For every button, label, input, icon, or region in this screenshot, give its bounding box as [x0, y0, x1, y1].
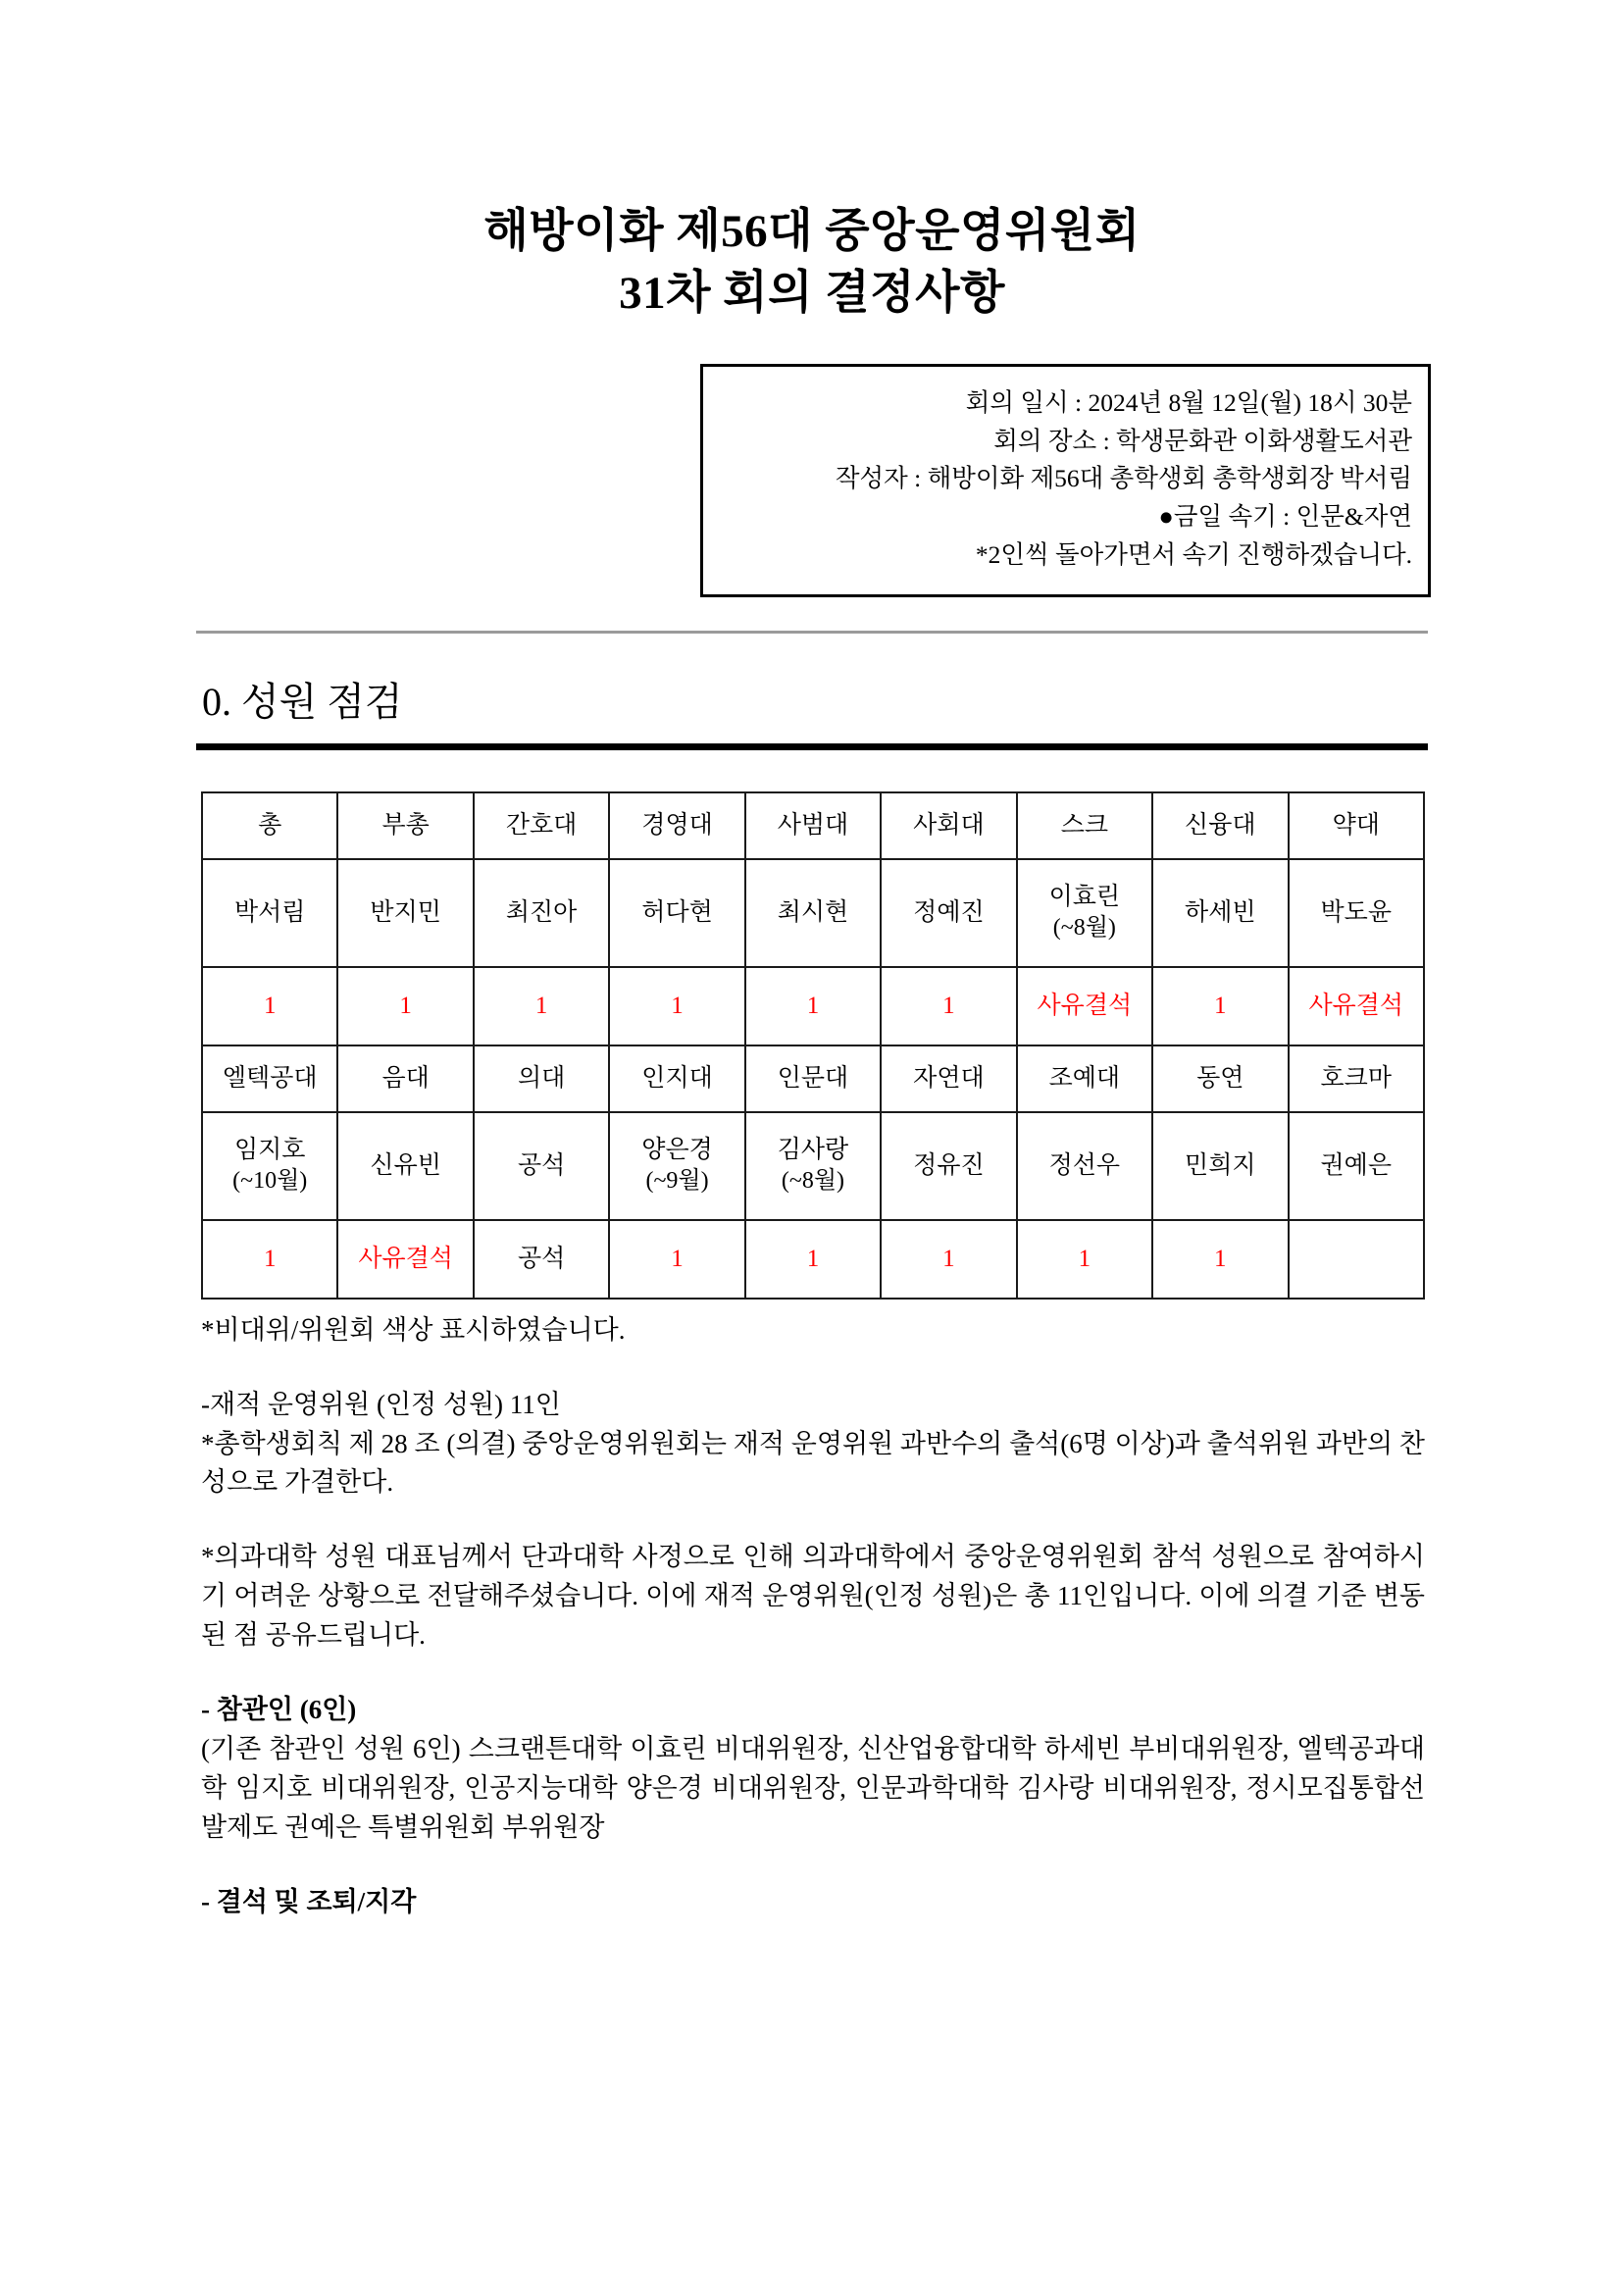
- table-cell: 1: [1152, 1220, 1288, 1299]
- table-cell: 1: [337, 967, 473, 1045]
- table-cell-subtext: (~8월): [781, 1168, 845, 1195]
- quorum-block: [201, 1386, 1425, 1504]
- note-med-school: *의과대학 성원 대표님께서 단과대학 사정으로 인해 의과대학에서 중앙운영위원회 참석 성원으로 참여하시기 어려운 상황으로 전달해주셨습니다. 이에 재적 운영위원(인정 성원)은 총 11인입니다. 이에 의결 기준 변동된 점 공유드립니다.: [201, 1542, 1425, 1651]
- table-cell: 음대: [337, 1045, 473, 1112]
- table-cell: 정선우: [1017, 1112, 1152, 1220]
- table-cell: 간호대: [474, 792, 609, 859]
- table-cell: 공석: [474, 1112, 609, 1220]
- table-cell: 부총: [337, 792, 473, 859]
- meeting-info-box-wrapper: [0, 364, 1624, 597]
- table-cell: 총: [202, 792, 337, 859]
- table-cell: 경영대: [609, 792, 744, 859]
- table-cell: 신융대: [1152, 792, 1288, 859]
- table-cell: 최진아: [474, 859, 609, 967]
- roster-table: [201, 791, 1425, 1300]
- meeting-steno-note: *2인씩 돌아가면서 속기 진행하겠습니다.: [975, 539, 1412, 569]
- table-row: [202, 1112, 1424, 1220]
- page-title: [0, 0, 1624, 326]
- table-cell: 엘텍공대: [202, 1045, 337, 1112]
- table-cell: 이효린 (~8월): [1017, 859, 1152, 967]
- table-cell: 민희지: [1152, 1112, 1288, 1220]
- table-cell: 허다현: [609, 859, 744, 967]
- table-row: [202, 1045, 1424, 1112]
- table-cell-subtext: (~8월): [1052, 915, 1116, 942]
- table-cell: 반지민: [337, 859, 473, 967]
- table-cell: 자연대: [881, 1045, 1016, 1112]
- table-row: [202, 1220, 1424, 1299]
- roster-table-wrapper: [0, 750, 1624, 1300]
- table-row: [202, 967, 1424, 1045]
- table-row: [202, 792, 1424, 859]
- table-cell: 1: [609, 967, 744, 1045]
- table-cell: 1: [1152, 967, 1288, 1045]
- table-cell: 사유결석: [1289, 967, 1425, 1045]
- table-cell-subtext: (~9월): [645, 1168, 709, 1195]
- table-cell: 인문대: [745, 1045, 881, 1112]
- section-heading-attendance: 0. 성원 점검: [202, 679, 403, 724]
- title-line-2: 31차 회의 결정사항: [619, 268, 1005, 320]
- note-observers-body: (기존 참관인 성원 6인) 스크랜튼대학 이효린 비대위원장, 신산업융합대학 하세빈 부비대위원장, 엘텍공과대학 임지호 비대위원장, 인공지능대학 양은경 비대위원장, 인문과학대학 김사랑 비대위원장, 정시모집통합선발제도 권예은 특별위원회 부위원장: [201, 1734, 1425, 1843]
- roster-table-body: [202, 792, 1424, 1299]
- table-cell: 박도윤: [1289, 859, 1425, 967]
- title-line-1: 해방이화 제56대 중앙운영위원회: [483, 206, 1141, 257]
- table-cell: 인지대: [609, 1045, 744, 1112]
- meeting-datetime: 회의 일시 : 2024년 8월 12일(월) 18시 30분: [965, 387, 1412, 417]
- table-cell: 1: [881, 1220, 1016, 1299]
- meeting-info-box: [700, 364, 1431, 597]
- body-text: [0, 1311, 1624, 1922]
- table-cell: 공석: [474, 1220, 609, 1299]
- table-cell: 사유결석: [1017, 967, 1152, 1045]
- table-cell: 1: [745, 967, 881, 1045]
- divider-black: [196, 743, 1428, 750]
- table-cell: 최시현: [745, 859, 881, 967]
- table-cell: 약대: [1289, 792, 1425, 859]
- table-cell: 스크: [1017, 792, 1152, 859]
- note-quorum-heading: -재적 운영위원 (인정 성원) 11인: [201, 1389, 561, 1419]
- table-cell: 사유결석: [337, 1220, 473, 1299]
- table-cell: [1289, 1220, 1425, 1299]
- table-cell: 임지호 (~10월): [202, 1112, 337, 1220]
- table-cell: 동연: [1152, 1045, 1288, 1112]
- table-cell: 1: [881, 967, 1016, 1045]
- observers-block: [201, 1691, 1425, 1848]
- table-cell-subtext: (~10월): [232, 1168, 308, 1195]
- table-cell: 조예대: [1017, 1045, 1152, 1112]
- table-cell: 김사랑 (~8월): [745, 1112, 881, 1220]
- note-observers-heading: - 참관인 (6인): [201, 1695, 357, 1725]
- table-cell: 하세빈: [1152, 859, 1288, 967]
- table-cell: 1: [1017, 1220, 1152, 1299]
- med-school-block: [201, 1538, 1425, 1656]
- meeting-place: 회의 장소 : 학생문화관 이화생활도서관: [993, 426, 1412, 455]
- table-cell: 박서림: [202, 859, 337, 967]
- table-cell: 정예진: [881, 859, 1016, 967]
- table-cell: 사범대: [745, 792, 881, 859]
- table-row: [202, 859, 1424, 967]
- note-absence-heading: - 결석 및 조퇴/지각: [201, 1887, 417, 1917]
- note-quorum-rule: *총학생회칙 제 28 조 (의결) 중앙운영위원회는 재적 운영위원 과반수의 출석(6명 이상)과 출석위원 과반의 찬성으로 가결한다.: [201, 1428, 1425, 1498]
- absence-block: [201, 1883, 1425, 1922]
- table-cell: 권예은: [1289, 1112, 1425, 1220]
- table-cell: 사회대: [881, 792, 1016, 859]
- meeting-author: 작성자 : 해방이화 제56대 총학생회 총학생회장 박서림: [835, 464, 1412, 493]
- meeting-steno: ●금일 속기 : 인문&자연: [1158, 502, 1412, 532]
- table-cell: 1: [202, 1220, 337, 1299]
- table-cell: 양은경 (~9월): [609, 1112, 744, 1220]
- table-cell: 1: [609, 1220, 744, 1299]
- table-cell: 1: [474, 967, 609, 1045]
- note-color-legend: *비대위/위원회 색상 표시하였습니다.: [201, 1314, 626, 1345]
- table-cell: 의대: [474, 1045, 609, 1112]
- table-cell: 1: [202, 967, 337, 1045]
- table-cell: 정유진: [881, 1112, 1016, 1220]
- table-cell: 신유빈: [337, 1112, 473, 1220]
- table-cell: 호크마: [1289, 1045, 1425, 1112]
- table-cell: 1: [745, 1220, 881, 1299]
